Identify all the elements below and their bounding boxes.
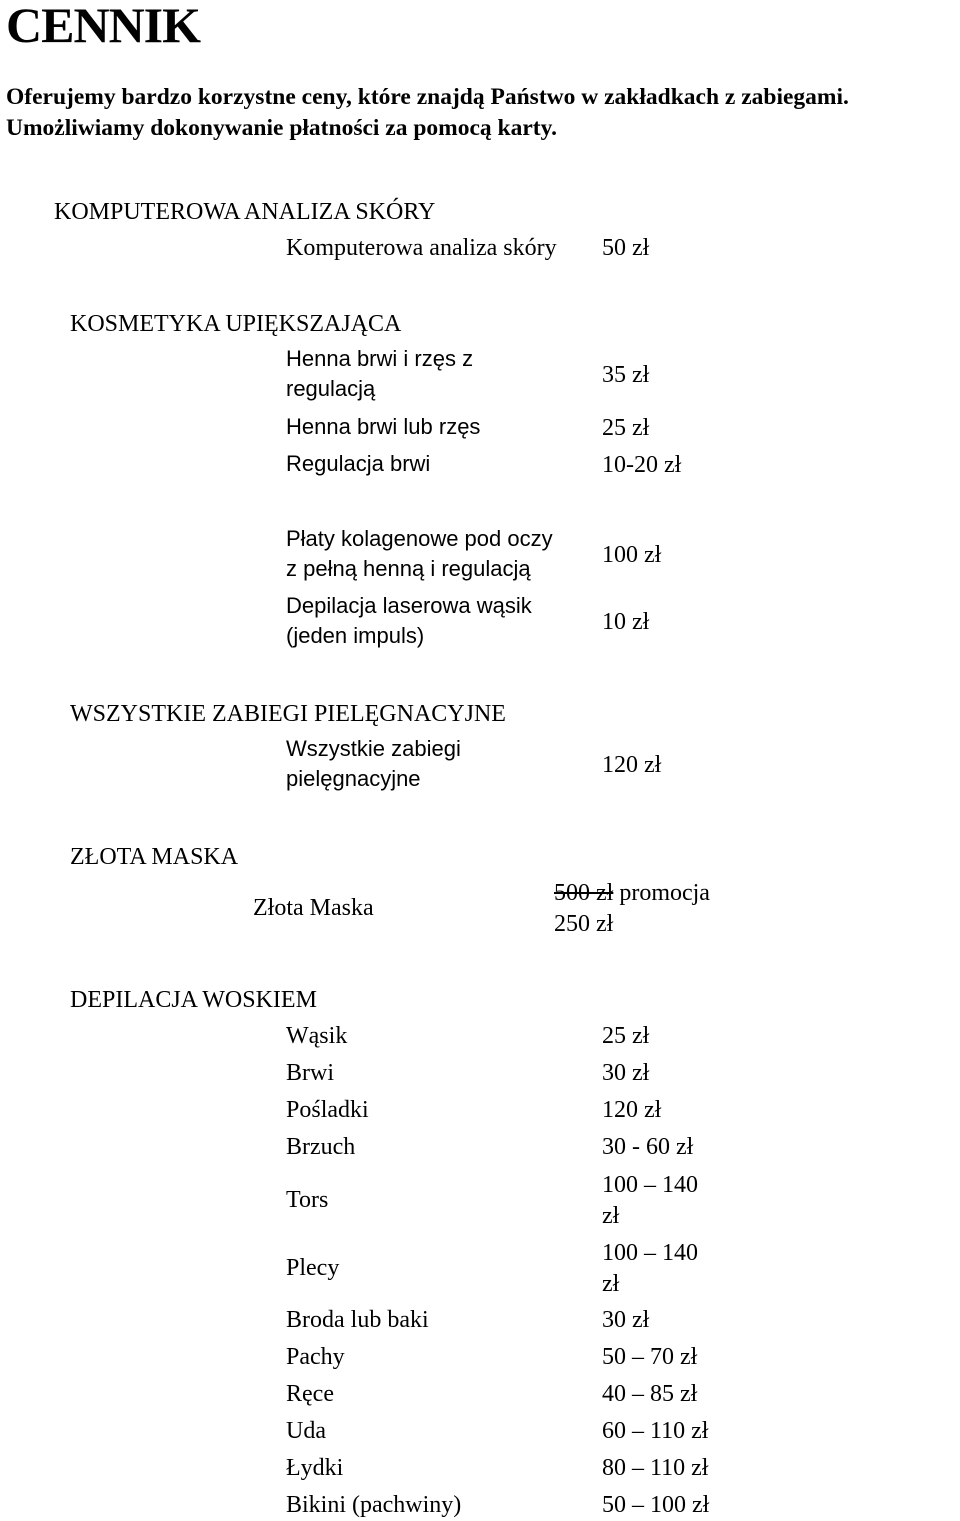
item-price: 120 zł <box>602 752 662 778</box>
item-name: Ręce <box>286 1381 334 1407</box>
page-title: CENNIK <box>6 0 201 53</box>
item-name: Wąsik <box>286 1023 348 1049</box>
item-price: 50 – 100 zł <box>602 1492 710 1518</box>
item-price: 25 zł <box>602 1023 650 1049</box>
section-heading-zlota: ZŁOTA MASKA <box>70 844 239 870</box>
section-heading-kosmetyka: KOSMETYKA UPIĘKSZAJĄCA <box>70 311 402 337</box>
item-price: 10-20 zł <box>602 452 682 478</box>
promo-label: promocja <box>613 880 710 906</box>
item-name: Henna brwi lub rzęs <box>286 414 481 439</box>
item-price: 100 – 140 <box>602 1172 698 1198</box>
item-name: Pachy <box>286 1344 345 1370</box>
item-name: pielęgnacyjne <box>286 766 421 791</box>
item-name: (jeden impuls) <box>286 623 425 648</box>
item-price: 30 - 60 zł <box>602 1134 694 1160</box>
item-name: Regulacja brwi <box>286 451 431 476</box>
item-name: Pośladki <box>286 1097 369 1123</box>
item-price: 100 zł <box>602 542 662 568</box>
section-heading-analiza: KOMPUTEROWA ANALIZA SKÓRY <box>54 199 436 225</box>
item-price: 50 – 70 zł <box>602 1344 698 1370</box>
item-name: Łydki <box>286 1455 344 1481</box>
item-name: Henna brwi i rzęs z <box>286 346 474 371</box>
item-name: Depilacja laserowa wąsik <box>286 593 532 618</box>
item-name: Broda lub baki <box>286 1307 429 1333</box>
item-price: 10 zł <box>602 609 650 635</box>
item-price-promo <box>554 881 710 905</box>
item-price: 30 zł <box>602 1060 650 1086</box>
item-price: 250 zł <box>554 911 614 937</box>
item-name: Tors <box>286 1187 329 1213</box>
item-price: 30 zł <box>602 1307 650 1333</box>
section-heading-pielegnacyjne: WSZYSTKIE ZABIEGI PIELĘGNACYJNE <box>70 701 506 727</box>
item-price: 80 – 110 zł <box>602 1455 709 1481</box>
intro-line-1: Oferujemy bardzo korzystne ceny, które znajdą Państwo w zakładkach z zabiegami. <box>6 84 849 110</box>
item-name: z pełną henną i regulacją <box>286 556 531 581</box>
item-name: regulacją <box>286 376 376 401</box>
old-price: 500 zł <box>554 880 614 906</box>
item-name: Złota Maska <box>253 895 374 921</box>
item-name: Płaty kolagenowe pod oczy <box>286 526 553 551</box>
intro-line-2: Umożliwiamy dokonywanie płatności za pomocą karty. <box>6 115 557 141</box>
item-price: 100 – 140 <box>602 1240 698 1266</box>
item-name: Brzuch <box>286 1134 356 1160</box>
item-price: 35 zł <box>602 362 650 388</box>
item-price: 120 zł <box>602 1097 662 1123</box>
section-heading-depilacja: DEPILACJA WOSKIEM <box>70 987 317 1013</box>
item-name: Komputerowa analiza skóry <box>286 235 557 261</box>
item-name: Bikini (pachwiny) <box>286 1492 462 1518</box>
item-price: zł <box>602 1271 620 1297</box>
item-price: 40 – 85 zł <box>602 1381 698 1407</box>
item-name: Uda <box>286 1418 326 1444</box>
item-price: 50 zł <box>602 235 650 261</box>
item-name: Plecy <box>286 1255 340 1281</box>
item-price: 25 zł <box>602 415 650 441</box>
item-price: zł <box>602 1203 620 1229</box>
item-price: 60 – 110 zł <box>602 1418 709 1444</box>
item-name: Wszystkie zabiegi <box>286 736 461 761</box>
item-name: Brwi <box>286 1060 334 1086</box>
